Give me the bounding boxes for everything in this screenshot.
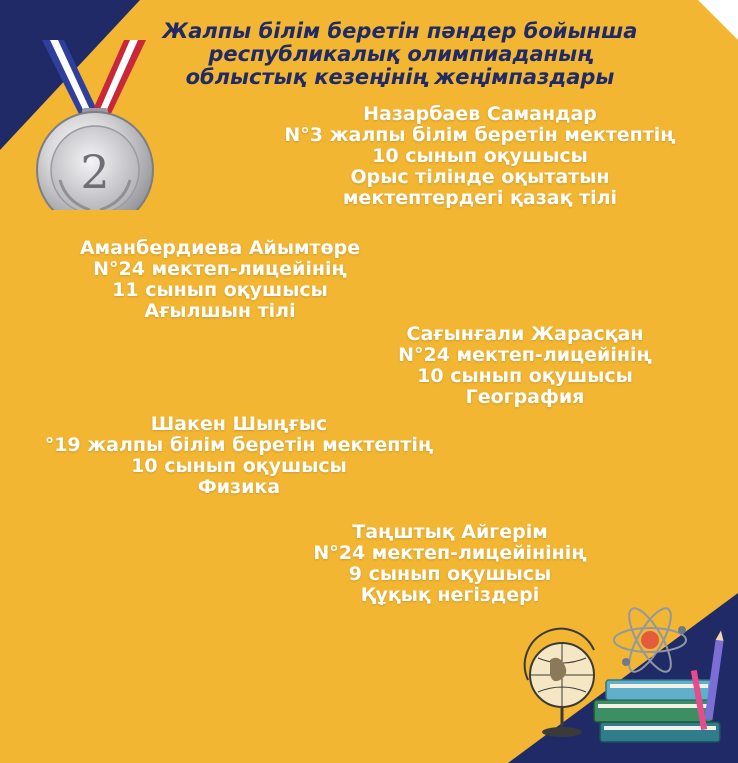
winner-line: N°24 мектеп-лицейінінің [313, 542, 587, 564]
winner-line: Ағылшын тілі [144, 300, 296, 322]
winner-line: Орыс тілінде оқытатын [350, 166, 610, 188]
winner-line: 9 сынып оқушысы [348, 563, 552, 585]
winner-line: 10 сынып оқушысы [372, 145, 588, 167]
winner-line: Сағынғали Жарасқан [406, 323, 644, 345]
winner-line: Назарбаев Самандар [363, 103, 597, 125]
medal-place-number: 2 [80, 145, 110, 199]
winner-block [240, 522, 660, 606]
medal-icon [20, 40, 170, 210]
winner-line: Құқық негіздері [360, 584, 540, 606]
winner-line: мектептердегі қазақ тілі [342, 187, 618, 209]
winner-line: N°24 мектеп-лицейінің [398, 344, 652, 366]
title-line: облыстық кезеңінің жеңімпаздары [185, 65, 615, 89]
winner-line: N°24 мектеп-лицейінің [93, 258, 347, 280]
winner-line: Аманбердиева Айымтөре [79, 237, 361, 259]
winner-line: 11 сынып оқушысы [112, 279, 328, 301]
winner-line: °19 жалпы білім беретін мектептің [44, 434, 434, 456]
page-title [135, 20, 665, 89]
winner-line: Таңштық Айгерім [352, 521, 548, 543]
science-illustration [520, 600, 730, 750]
winner-block [210, 104, 738, 209]
winner-line: Шакен Шыңғыс [150, 413, 328, 435]
winner-line: Физика [197, 476, 281, 498]
winner-line: 10 сынып оқушысы [131, 455, 347, 477]
winner-line: География [465, 386, 585, 408]
winner-block [10, 238, 430, 322]
title-line: республикалық олимпиаданың [208, 42, 592, 66]
winner-block [0, 414, 478, 498]
globe-icon [525, 629, 594, 737]
winner-line: N°3 жалпы білім беретін мектептің [284, 124, 676, 146]
winner-line: 10 сынып оқушысы [417, 365, 633, 387]
winner-block [330, 324, 720, 408]
title-line: Жалпы білім беретін пәндер бойынша [162, 19, 638, 43]
top-right-white-corner [698, 0, 738, 40]
atom-icon [614, 603, 686, 677]
